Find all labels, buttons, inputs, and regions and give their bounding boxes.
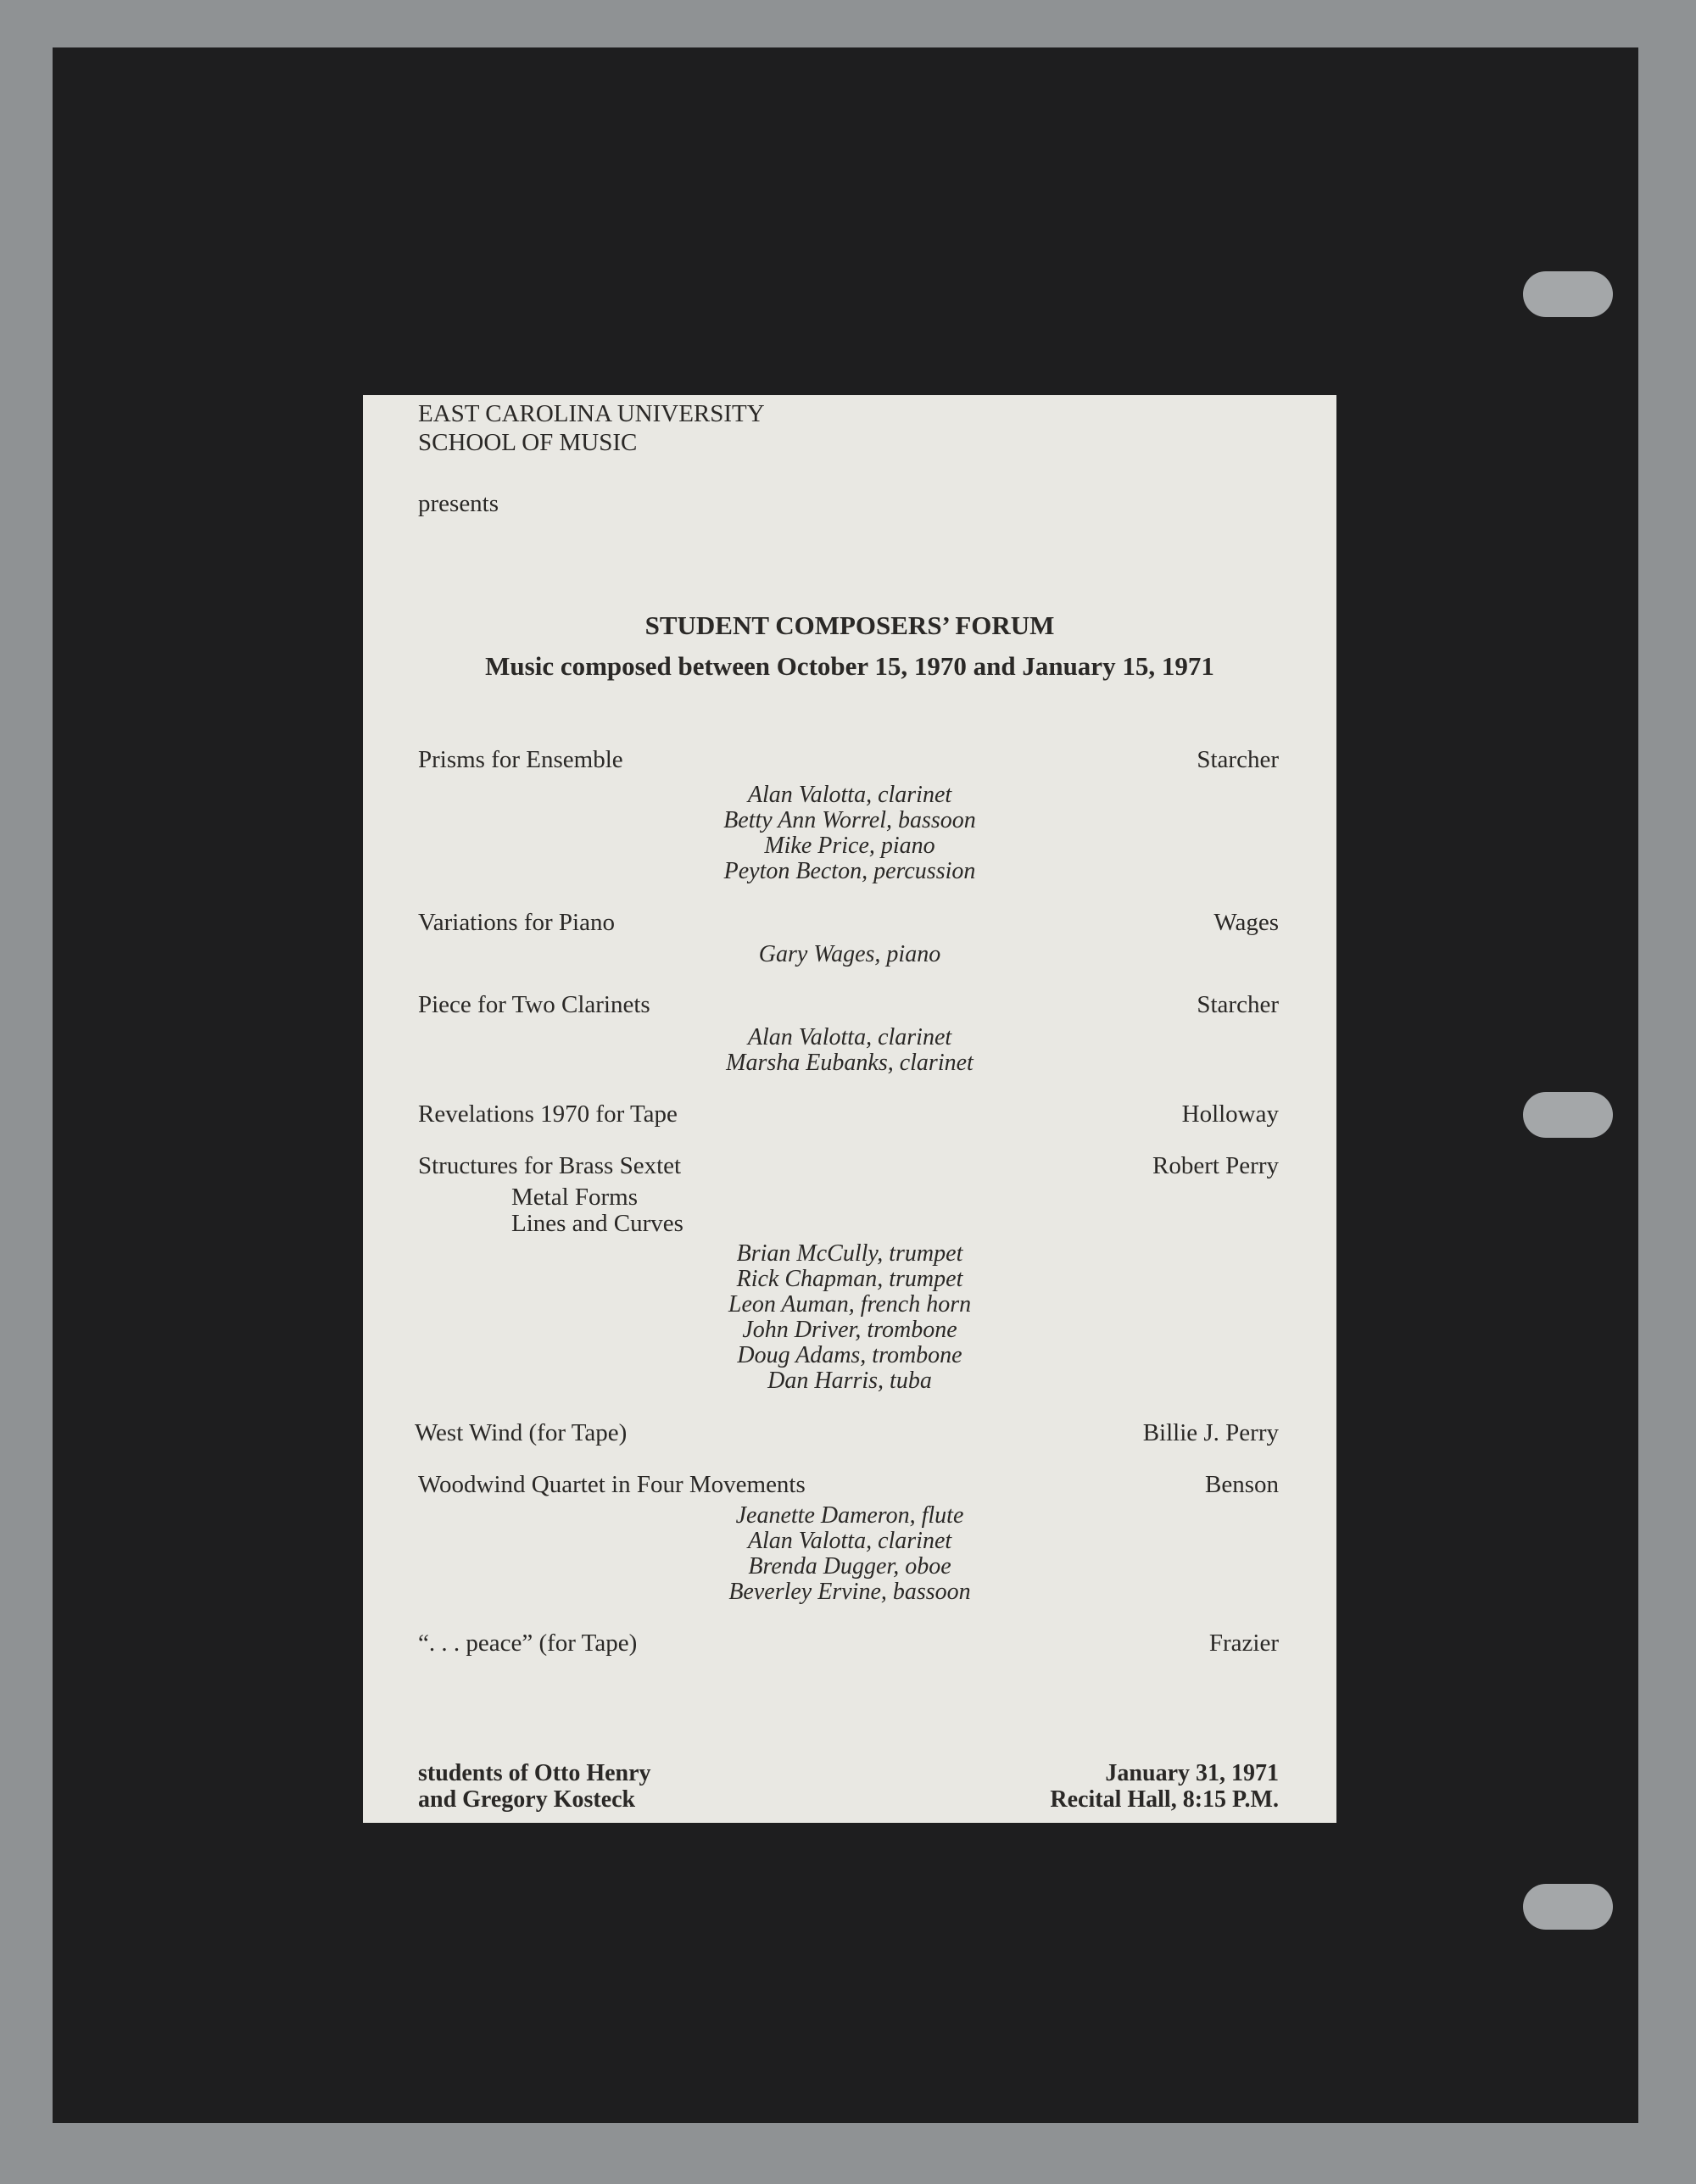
performer: Brenda Dugger, oboe xyxy=(748,1553,951,1580)
binder-hole-bottom xyxy=(1523,1884,1613,1930)
piece-title: Variations for Piano xyxy=(418,909,615,936)
piece-composer: Billie J. Perry xyxy=(1142,1419,1279,1446)
piece-title: Piece for Two Clarinets xyxy=(418,991,650,1018)
piece-composer: Benson xyxy=(1205,1471,1279,1498)
piece-composer: Starcher xyxy=(1197,746,1279,773)
piece-composer: Holloway xyxy=(1181,1100,1279,1128)
institution-name: EAST CAROLINA UNIVERSITY xyxy=(418,400,765,427)
performer: Mike Price, piano xyxy=(764,833,935,859)
piece-title: Woodwind Quartet in Four Movements xyxy=(418,1471,806,1498)
performer: John Driver, trombone xyxy=(742,1317,957,1343)
performer: Alan Valotta, clarinet xyxy=(747,1528,952,1554)
performer: Betty Ann Worrel, bassoon xyxy=(723,807,976,833)
piece-composer: Frazier xyxy=(1208,1630,1279,1657)
performer: Doug Adams, trombone xyxy=(737,1342,962,1368)
piece-title: “. . . peace” (for Tape) xyxy=(418,1630,638,1657)
footer-venue-time: Recital Hall, 8:15 P.M. xyxy=(1050,1786,1279,1813)
binder-hole-middle xyxy=(1523,1092,1613,1138)
binder-hole-top xyxy=(1523,271,1613,317)
performer: Beverley Ervine, bassoon xyxy=(728,1579,971,1605)
piece-title: Revelations 1970 for Tape xyxy=(418,1100,678,1128)
performer: Leon Auman, french horn xyxy=(728,1291,972,1318)
performer: Jeanette Dameron, flute xyxy=(735,1502,964,1529)
piece-composer: Starcher xyxy=(1197,991,1279,1018)
performer: Peyton Becton, percussion xyxy=(723,858,976,884)
event-subtitle: Music composed between October 15, 1970 and January 15, 1971 xyxy=(485,651,1214,681)
performer: Alan Valotta, clarinet xyxy=(747,1024,952,1050)
concert-program-sheet xyxy=(363,395,1336,1823)
performer: Alan Valotta, clarinet xyxy=(747,782,952,808)
footer-students: students of Otto Henry xyxy=(418,1760,651,1786)
event-title: STUDENT COMPOSERS’ FORUM xyxy=(644,610,1055,640)
performer: Brian McCully, trumpet xyxy=(736,1240,963,1267)
piece-composer: Robert Perry xyxy=(1152,1152,1279,1179)
presents-text: presents xyxy=(418,490,499,517)
piece-title: Structures for Brass Sextet xyxy=(418,1152,682,1179)
footer-date: January 31, 1971 xyxy=(1105,1760,1279,1786)
piece-composer: Wages xyxy=(1213,909,1279,936)
performer: Rick Chapman, trumpet xyxy=(736,1266,963,1292)
school-name: SCHOOL OF MUSIC xyxy=(418,429,638,456)
piece-title: Prisms for Ensemble xyxy=(418,746,623,773)
performer: Gary Wages, piano xyxy=(758,941,941,967)
performer: Marsha Eubanks, clarinet xyxy=(726,1050,974,1076)
movement-title: Metal Forms xyxy=(511,1184,639,1211)
performer: Dan Harris, tuba xyxy=(767,1368,932,1394)
footer-teachers: and Gregory Kosteck xyxy=(418,1786,636,1813)
movement-title: Lines and Curves xyxy=(511,1210,683,1237)
piece-title: West Wind (for Tape) xyxy=(415,1419,628,1446)
